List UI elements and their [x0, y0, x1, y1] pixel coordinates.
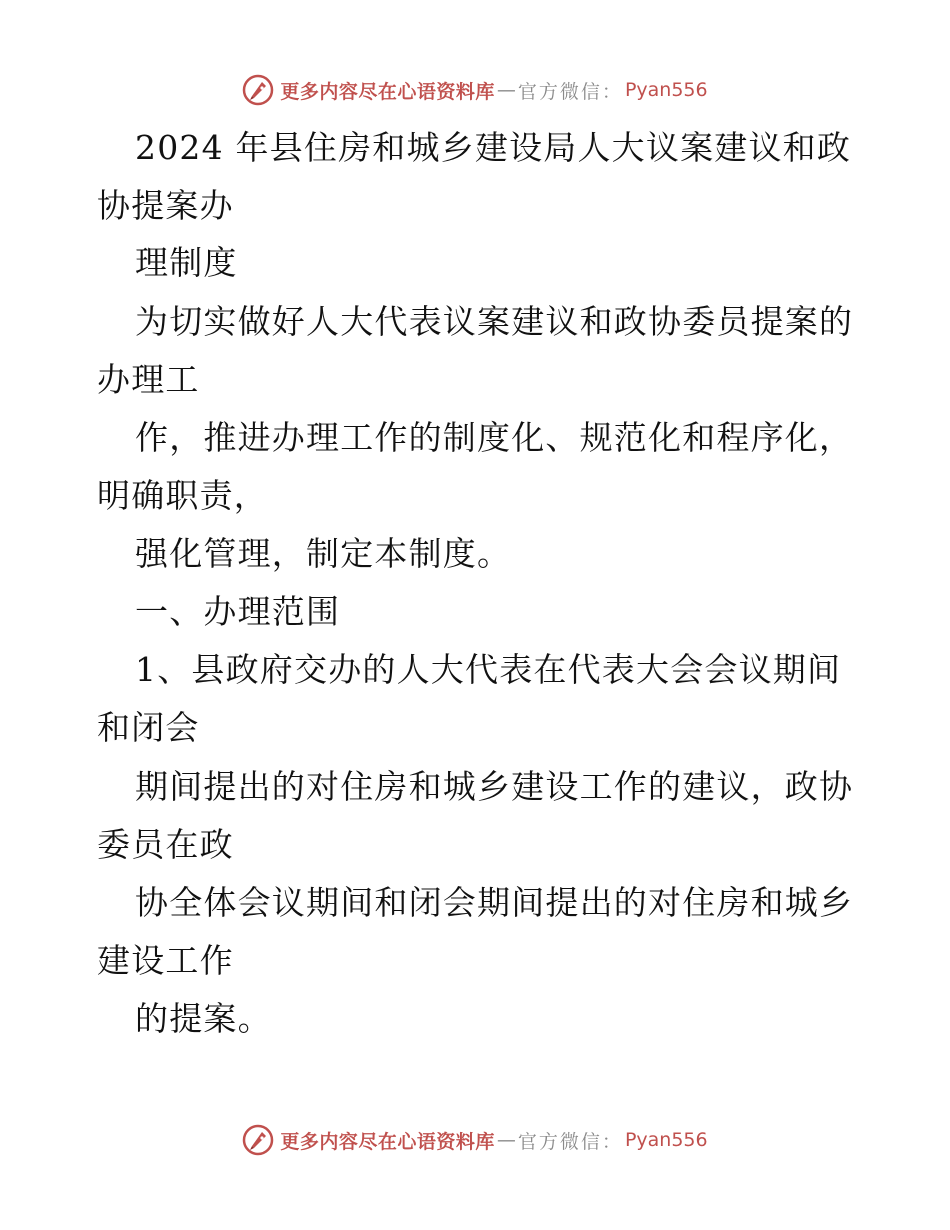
paragraph-line: 作，推进办理工作的制度化、规范化和程序化，: [135, 418, 854, 457]
watermark-banner-bottom: [0, 1120, 950, 1160]
paragraph-line: 和闭会: [97, 708, 200, 747]
watermark-wechat-id: Pyan556: [624, 79, 708, 101]
watermark-separator: —: [496, 1129, 516, 1151]
paragraph-line: 的提案。: [135, 999, 272, 1038]
paragraph-line: 强化管理，制定本制度。: [135, 534, 512, 573]
watermark-wechat-label: 官方微信：: [517, 1130, 623, 1153]
watermark-site-text: 更多内容尽在心语资料库: [280, 1130, 495, 1153]
document-title-line-3: 理制度: [135, 243, 238, 282]
document-title-line-2: 协提案办: [97, 186, 234, 225]
watermark-banner-top: [0, 70, 950, 110]
pen-nib-logo-icon: [242, 1124, 274, 1156]
paragraph-line: 办理工: [97, 360, 200, 399]
paragraph-line: 协全体会议期间和闭会期间提出的对住房和城乡: [135, 883, 854, 922]
paragraph-line: 委员在政: [97, 825, 234, 864]
section-heading: 一、办理范围: [135, 592, 341, 631]
paragraph-line: 1、县政府交办的人大代表在代表大会会议期间: [135, 650, 842, 689]
paragraph-line: 建设工作: [97, 941, 234, 980]
watermark-separator: —: [496, 79, 516, 101]
watermark-wechat-id: Pyan556: [624, 1129, 708, 1151]
pen-nib-logo-icon: [242, 74, 274, 106]
watermark-wechat-label: 官方微信：: [517, 80, 623, 103]
paragraph-line: 期间提出的对住房和城乡建设工作的建议，政协: [135, 767, 854, 806]
paragraph-line: 为切实做好人大代表议案建议和政协委员提案的: [135, 302, 854, 341]
watermark-site-text: 更多内容尽在心语资料库: [280, 80, 495, 103]
paragraph-line: 明确职责，: [97, 476, 268, 515]
document-title-line-1: 2024 年县住房和城乡建设局人大议案建议和政: [135, 128, 852, 167]
